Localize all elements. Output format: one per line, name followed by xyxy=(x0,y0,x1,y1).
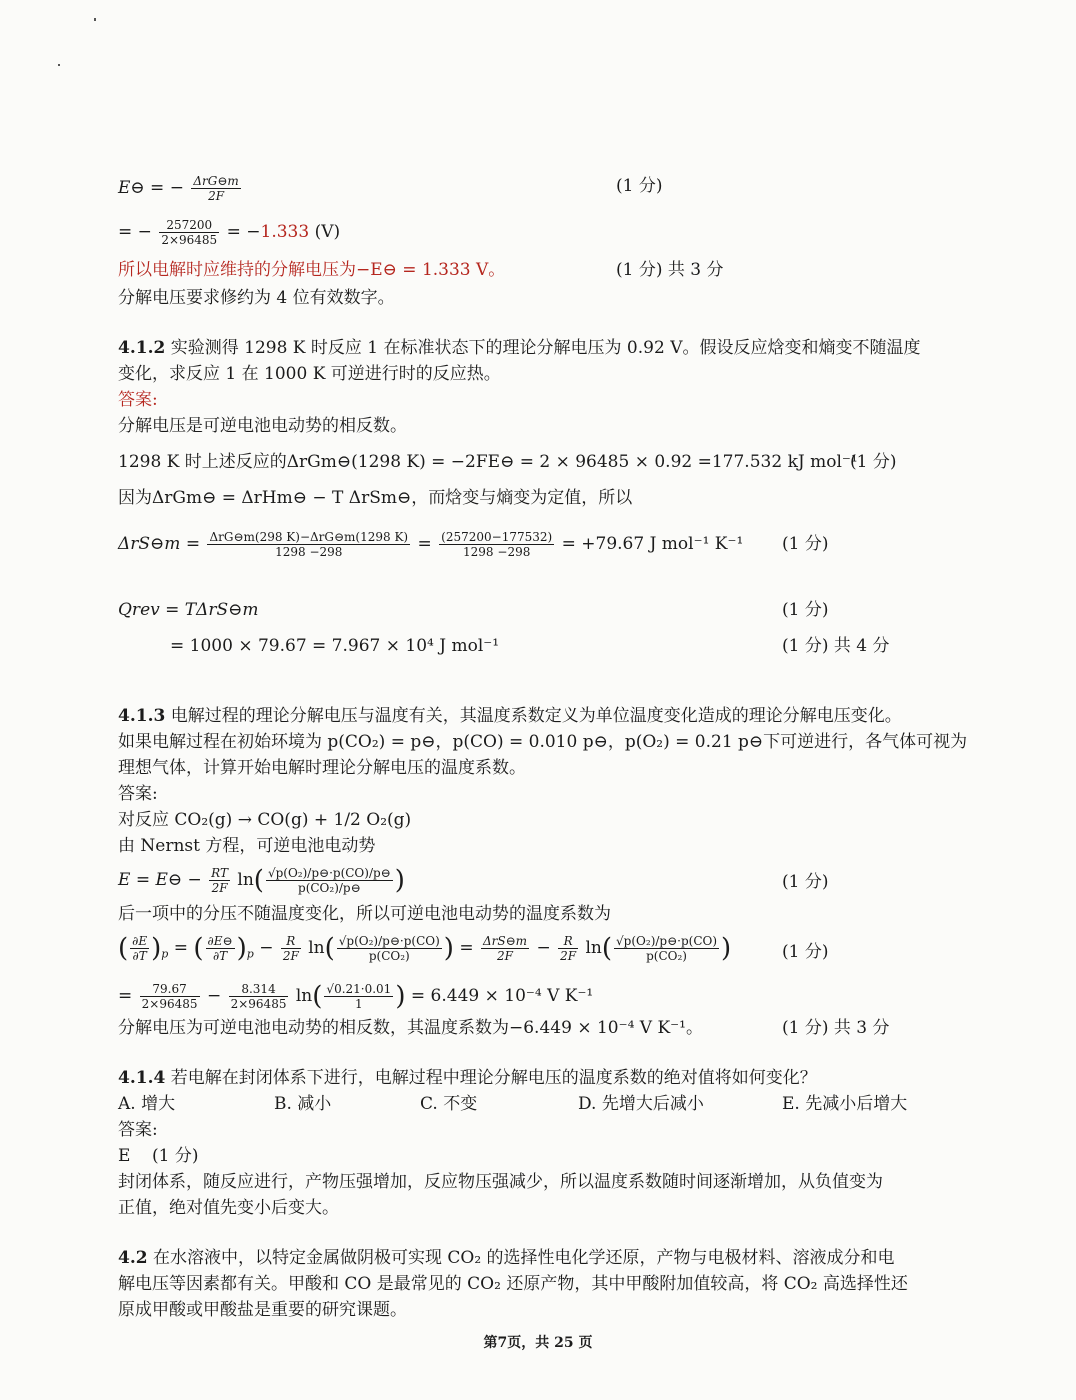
option-a: A. 增大 xyxy=(118,1094,176,1114)
question-line: 原成甲酸或甲酸盐是重要的研究课题。 xyxy=(118,1300,407,1320)
fraction: $\frac{8.314}{2\times 96485}$ xyxy=(230,982,287,1011)
question-line: 如果电解过程在初始环境为 p(CO₂) = p⊖，p(CO) = 0.010 p⊖，p(O₂) = 0.21 p⊖下可逆进行，各气体可视为 xyxy=(118,732,968,752)
points-label: (1 分) xyxy=(850,452,897,472)
option-b: B. 减小 xyxy=(274,1094,332,1114)
answer-line: 因为ΔrGm⊖ = ΔrHm⊖ − T ΔrSm⊖，而焓变与熵变为定值，所以 xyxy=(118,488,633,508)
conclusion-line: 所以电解时应维持的分解电压为−E⊖ = 1.333 V。 xyxy=(118,260,506,280)
conclusion-line: 分解电压为可逆电池电动势的相反数，其温度系数为−6.449 × 10⁻⁴ V K⁻¹。 xyxy=(118,1018,703,1038)
e-standard-formula: E⊖ = − $\frac{\text{ΔrG⊖m}}{2F}$ xyxy=(118,174,239,203)
note-line: 分解电压要求修约为 4 位有效数字。 xyxy=(118,288,395,308)
fraction: $\frac{RT}{2F}$ xyxy=(211,866,228,895)
question-4-1-3: 4.1.3 电解过程的理论分解电压与温度有关，其温度系数定义为单位温度变化造成的理论分解电压变化。 xyxy=(118,706,902,726)
fraction: $\frac{\partial E}{\partial T}$ xyxy=(132,934,148,963)
fraction: $\frac{R}{2F}$ xyxy=(560,934,577,963)
entropy-formula: ΔrS⊖m = $\frac{\text{ΔrG⊖m(298 K)−ΔrG⊖m(1298 K)}}{1298 -298}$ = $\frac{(257200-177532)}{1298 -298}$ = +79.67 J mol⁻¹ K⁻¹ xyxy=(118,530,744,559)
points-label: (1 分) 共 4 分 xyxy=(782,636,890,656)
question-4-1-2: 4.1.2 实验测得 1298 K 时反应 1 在标准状态下的理论分解电压为 0.92 V。假设反应焓变和熵变不随温度 xyxy=(118,338,921,358)
points-label: (1 分) 共 3 分 xyxy=(782,1018,890,1038)
fraction: $\frac{\text{ΔrG⊖m}}{2F}$ xyxy=(193,174,239,203)
answer-label: 答案: xyxy=(118,784,158,804)
points-label: (1 分) xyxy=(782,600,829,620)
answer-label: 答案: xyxy=(118,390,158,410)
answer-line: 1298 K 时上述反应的ΔrGm⊖(1298 K) = −2FE⊖ = 2 × 96485 × 0.92 =177.532 kJ mol⁻¹ xyxy=(118,452,858,472)
question-4-2: 4.2 在水溶液中，以特定金属做阴极可实现 CO₂ 的选择性电化学还原，产物与电极材料、溶液成分和电 xyxy=(118,1248,895,1268)
points-label: (1 分) xyxy=(782,942,829,962)
fraction: $\frac{√0.21\cdot 0.01}{1}$ xyxy=(326,982,392,1011)
temperature-coefficient-formula: ( $\frac{\partial E}{\partial T}$ )$_p$ = ( $\frac{\partial E⊖}{\partial T}$ )$_p$ − $\frac{R}{2F}$ ln( $\frac{\text{√p(O₂)/p⊖·p(CO)}}{\text{p(CO₂)}}$ ) = $\frac{\text{ΔrS⊖m}}{2F}$ − $\frac{R}{2F}$ ln( $\frac{\text{√p(O₂)/p⊖·p(CO)}}{\text{p(CO₂)}}$ ) xyxy=(118,933,732,964)
option-c: C. 不变 xyxy=(420,1094,478,1114)
fraction: $\frac{\text{ΔrG⊖m(298 K)−ΔrG⊖m(1298 K)}}{1298 -298}$ xyxy=(209,530,409,559)
fraction: $\frac{\partial E⊖}{\partial T}$ xyxy=(207,934,233,963)
page-footer: 第7页，共 25 页 xyxy=(483,1335,593,1351)
answer-label: 答案: xyxy=(118,1120,158,1140)
option-e: E. 先减小后增大 xyxy=(782,1094,908,1114)
fraction: $\frac{\text{ΔrS⊖m}}{2F}$ xyxy=(482,934,528,963)
heat-formula: Qrev = TΔrS⊖m xyxy=(118,600,259,620)
answer-line: 由 Nernst 方程，可逆电池电动势 xyxy=(118,836,376,856)
explanation-line: 封闭体系，随反应进行，产物压强增加，反应物压强减少，所以温度系数随时间逐渐增加，从负值变为 xyxy=(118,1172,883,1192)
e-standard-value: = − $\frac{257200}{2\times 96485}$ = −1.333 (V) xyxy=(118,218,341,247)
fraction: $\frac{257200}{2\times 96485}$ xyxy=(161,218,218,247)
answer-choice: E (1 分) xyxy=(118,1146,199,1166)
explanation-line: 正值，绝对值先变小后变大。 xyxy=(118,1198,339,1218)
points-label: (1 分) xyxy=(782,534,829,554)
points-label: (1 分) xyxy=(616,176,663,196)
temperature-coefficient-value: = $\frac{79.67}{2\times 96485}$ − $\frac{8.314}{2\times 96485}$ ln( $\frac{√0.21\cdot 0.01}{1}$ ) = 6.449 × 10⁻⁴ V K⁻¹ xyxy=(118,981,594,1012)
answer-line: 后一项中的分压不随温度变化，所以可逆电池电动势的温度系数为 xyxy=(118,904,611,924)
answer-line: 分解电压是可逆电池电动势的相反数。 xyxy=(118,416,407,436)
option-d: D. 先增大后减小 xyxy=(578,1094,704,1114)
points-label: (1 分) xyxy=(782,872,829,892)
fraction: $\frac{\text{√p(O₂)/p⊖·p(CO)}}{\text{p(CO₂)}}$ xyxy=(338,934,440,963)
question-4-1-4: 4.1.4 若电解在封闭体系下进行，电解过程中理论分解电压的温度系数的绝对值将如何变化？ xyxy=(118,1068,817,1088)
scan-speck xyxy=(58,64,60,66)
fraction: $\frac{\text{√p(O₂)/p⊖·p(CO)}}{\text{p(CO₂)}}$ xyxy=(616,934,718,963)
heat-value: = 1000 × 79.67 = 7.967 × 10⁴ J mol⁻¹ xyxy=(170,636,500,656)
scan-speck xyxy=(94,18,96,21)
fraction: $\frac{(257200-177532)}{1298 -298}$ xyxy=(441,530,553,559)
fraction: $\frac{\text{√p(O₂)/p⊖·p(CO)/p⊖}}{\text{p(CO₂)/p⊖}}$ xyxy=(267,866,391,895)
points-label: (1 分) 共 3 分 xyxy=(616,260,724,280)
question-line: 变化，求反应 1 在 1000 K 可逆进行时的反应热。 xyxy=(118,364,501,384)
answer-line: 对反应 CO₂(g) → CO(g) + 1/2 O₂(g) xyxy=(118,810,412,830)
question-line: 解电压等因素都有关。甲酸和 CO 是最常见的 CO₂ 还原产物，其中甲酸附加值较高，将 CO₂ 高选择性还 xyxy=(118,1274,908,1294)
nernst-equation: E = E⊖ − $\frac{RT}{2F}$ ln( $\frac{\text{√p(O₂)/p⊖·p(CO)/p⊖}}{\text{p(CO₂)/p⊖}}$ ) xyxy=(118,865,405,896)
question-line: 理想气体，计算开始电解时理论分解电压的温度系数。 xyxy=(118,758,526,778)
fraction: $\frac{R}{2F}$ xyxy=(282,934,299,963)
fraction: $\frac{79.67}{2\times 96485}$ xyxy=(141,982,198,1011)
